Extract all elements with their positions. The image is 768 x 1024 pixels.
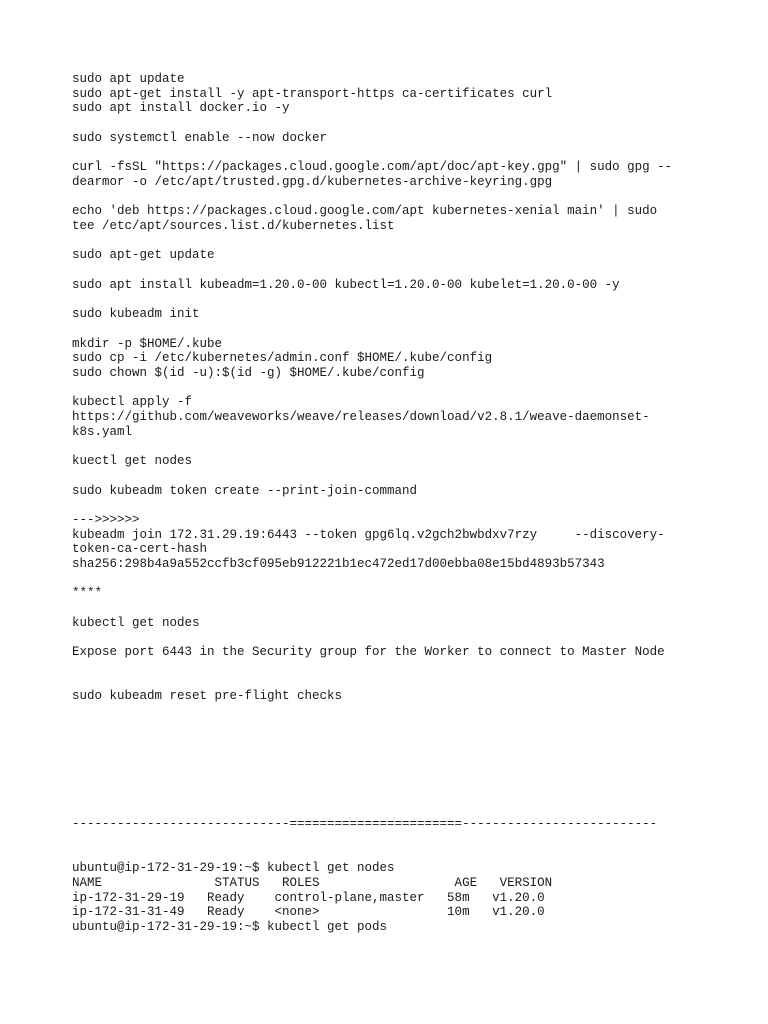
terminal-line: ubuntu@ip-172-31-29-19:~$ kubectl get nodes	[72, 861, 395, 876]
join-command-block	[72, 513, 768, 572]
kubeadm-init-block	[72, 307, 768, 322]
command-line: sudo cp -i /etc/kubernetes/admin.conf $HOME/.kube/config	[72, 351, 493, 366]
command-line: sha256:298b4a9a552ccfb3cf095eb912221b1ec472ed17d00ebba08e15bd4893b57343	[72, 557, 605, 572]
command-line: tee /etc/apt/sources.list.d/kubernetes.list	[72, 218, 395, 233]
docker-enable-block	[72, 131, 768, 146]
expose-port-note	[72, 645, 768, 660]
get-nodes-block	[72, 616, 768, 631]
terminal-output	[72, 861, 768, 935]
weave-apply-block	[72, 395, 768, 439]
terminal-line: NAME STATUS ROLES AGE VERSION	[72, 875, 553, 890]
command-line: mkdir -p $HOME/.kube	[72, 336, 223, 351]
command-line: dearmor -o /etc/apt/trusted.gpg.d/kubernetes-archive-keyring.gpg	[72, 174, 553, 189]
reset-block	[72, 689, 768, 704]
command-line: sudo kubeadm reset pre-flight checks	[72, 689, 343, 704]
command-line: kuectl get nodes	[72, 454, 193, 469]
command-line: sudo apt install docker.io -y	[72, 101, 290, 116]
command-line: token-ca-cert-hash	[72, 542, 208, 557]
get-nodes-typo-block	[72, 454, 768, 469]
command-line: https://github.com/weaveworks/weave/releases/download/v2.8.1/weave-daemonset-	[72, 410, 650, 425]
kube-install-block	[72, 278, 768, 293]
command-line: echo 'deb https://packages.cloud.google.com/apt kubernetes-xenial main' | sudo	[72, 204, 658, 219]
command-line: sudo kubeadm init	[72, 307, 200, 322]
terminal-line: ubuntu@ip-172-31-29-19:~$ kubectl get pods	[72, 919, 388, 934]
terminal-line: ip-172-31-29-19 Ready control-plane,master 58m v1.20.0	[72, 890, 545, 905]
command-line: sudo kubeadm token create --print-join-command	[72, 483, 418, 498]
apt-source-block	[72, 204, 768, 233]
kube-config-block	[72, 337, 768, 381]
command-line: sudo apt-get install -y apt-transport-https ca-certificates curl	[72, 86, 553, 101]
command-line: sudo systemctl enable --now docker	[72, 130, 328, 145]
terminal-line: ip-172-31-31-49 Ready <none> 10m v1.20.0	[72, 905, 545, 920]
command-line: kubectl get nodes	[72, 615, 200, 630]
command-line: curl -fsSL "https://packages.cloud.google.com/apt/doc/apt-key.gpg" | sudo gpg --	[72, 160, 673, 175]
command-line: --->>>>>>	[72, 512, 140, 527]
separator-stars	[72, 586, 768, 601]
command-line: sudo apt install kubeadm=1.20.0-00 kubectl=1.20.0-00 kubelet=1.20.0-00 -y	[72, 277, 620, 292]
apt-update-block	[72, 248, 768, 263]
command-line: sudo apt-get update	[72, 248, 215, 263]
section-divider: -----------------------------=======================--------------------------	[72, 817, 658, 831]
apt-key-block	[72, 160, 768, 189]
command-line: kubeadm join 172.31.29.19:6443 --token gpg6lq.v2gch2bwbdxv7rzy --discovery-	[72, 527, 665, 542]
command-line: sudo chown $(id -u):$(id -g) $HOME/.kube/config	[72, 365, 425, 380]
command-line: kubectl apply -f	[72, 395, 193, 410]
note-line: Expose port 6443 in the Security group for the Worker to connect to Master Node	[72, 645, 665, 660]
stars-line: ****	[72, 586, 103, 601]
command-line: sudo apt update	[72, 72, 185, 86]
token-create-block	[72, 484, 768, 499]
apt-install-block	[72, 72, 768, 116]
command-line: k8s.yaml	[72, 424, 133, 439]
